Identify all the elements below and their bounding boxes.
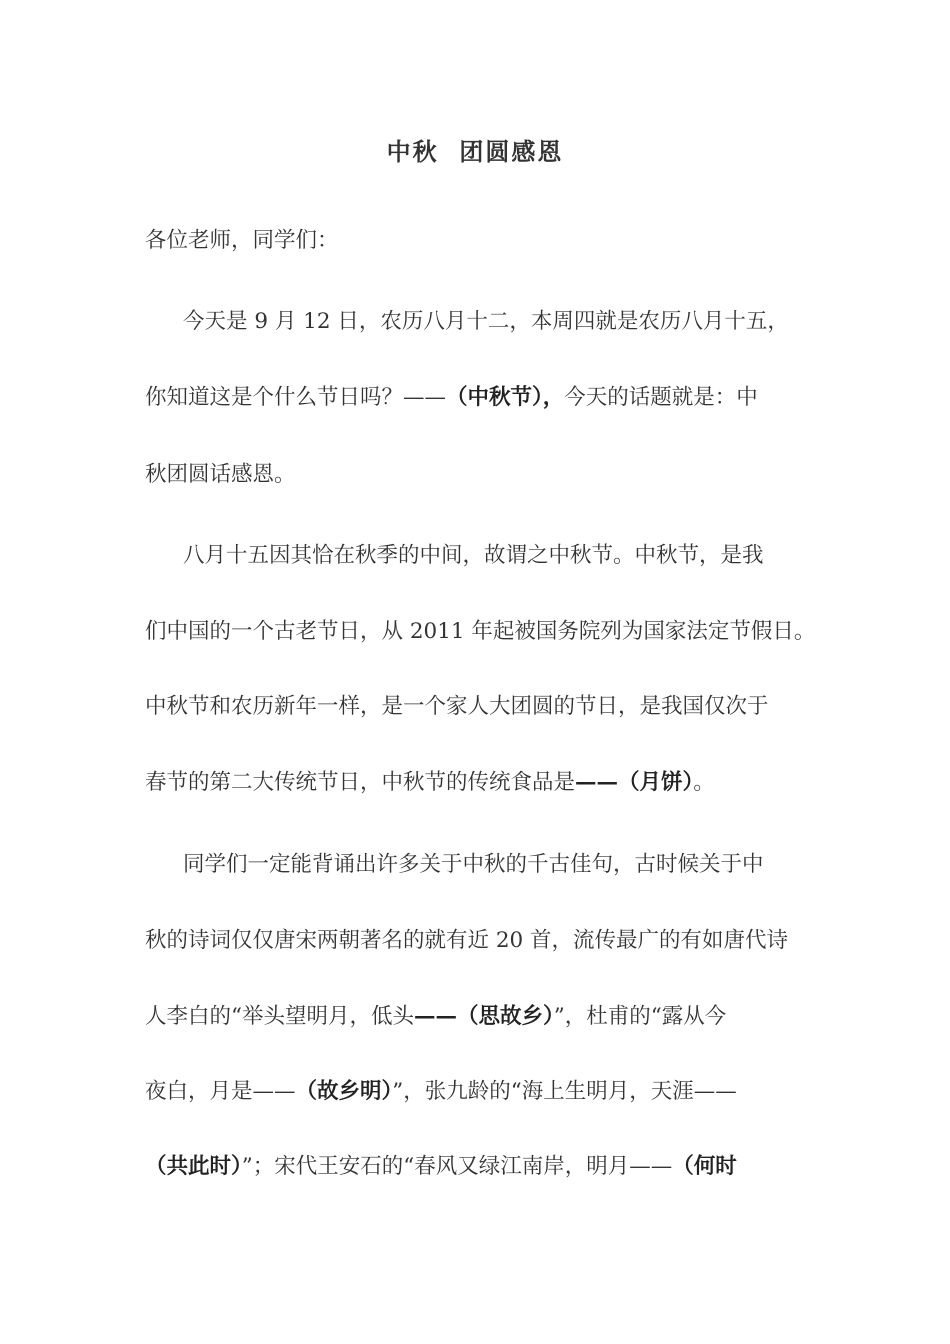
paragraph-3-line-1: 同学们一定能背诵出许多关于中秋的千古佳句，古时候关于中	[183, 852, 764, 877]
bold-answer: ——（月饼）	[575, 770, 694, 795]
text-run: 夜白，月是——	[145, 1079, 296, 1104]
text-run: ”；宋代王安石的“春风又绿江南岸，明月——	[241, 1154, 673, 1179]
text-run: 人李白的“举头望明月，低头	[145, 1004, 414, 1029]
paragraph-3-line-2: 秋的诗词仅仅唐宋两朝著名的就有近 20 首，流传最广的有如唐代诗	[145, 928, 789, 953]
paragraph-3-line-4	[145, 1076, 737, 1108]
paragraph-2-line-2: 们中国的一个古老节日，从 2011 年起被国务院列为国家法定节假日。	[145, 619, 816, 644]
text-run: 。	[693, 770, 715, 795]
bold-answer: （故乡明）	[295, 1079, 393, 1104]
text-run: 春节的第二大传统节日，中秋节的传统食品是	[145, 770, 576, 795]
bold-answer: （中秋节），	[446, 385, 565, 410]
paragraph-2-line-3: 中秋节和农历新年一样，是一个家人大团圆的节日，是我国仅次于	[145, 694, 769, 719]
bold-answer: （共此时）	[145, 1154, 242, 1179]
text-run: ”，张九龄的“海上生明月，天涯——	[392, 1079, 737, 1104]
paragraph-2-line-1: 八月十五因其恰在秋季的中间，故谓之中秋节。中秋节，是我	[183, 543, 764, 568]
paragraph-2-line-4	[145, 767, 715, 799]
paragraph-1-line-1: 今天是 9 月 12 日，农历八月十二，本周四就是农历八月十五，	[183, 309, 789, 334]
paragraph-1-line-2	[145, 382, 758, 414]
page-title: 中秋 团圆感恩	[386, 137, 564, 166]
bold-answer: ——（思故乡）	[414, 1004, 554, 1029]
greeting: 各位老师，同学们：	[145, 228, 339, 253]
paragraph-3-line-5	[145, 1151, 737, 1183]
paragraph-1-line-3: 秋团圆话感恩。	[145, 462, 296, 487]
text-run: ”，杜甫的“露从今	[553, 1004, 727, 1029]
paragraph-3-line-3	[145, 1001, 726, 1033]
bold-answer: （何时	[672, 1154, 737, 1179]
text-run: 今天的话题就是：中	[564, 385, 758, 410]
text-run: 你知道这是个什么节日吗？——	[145, 385, 447, 410]
